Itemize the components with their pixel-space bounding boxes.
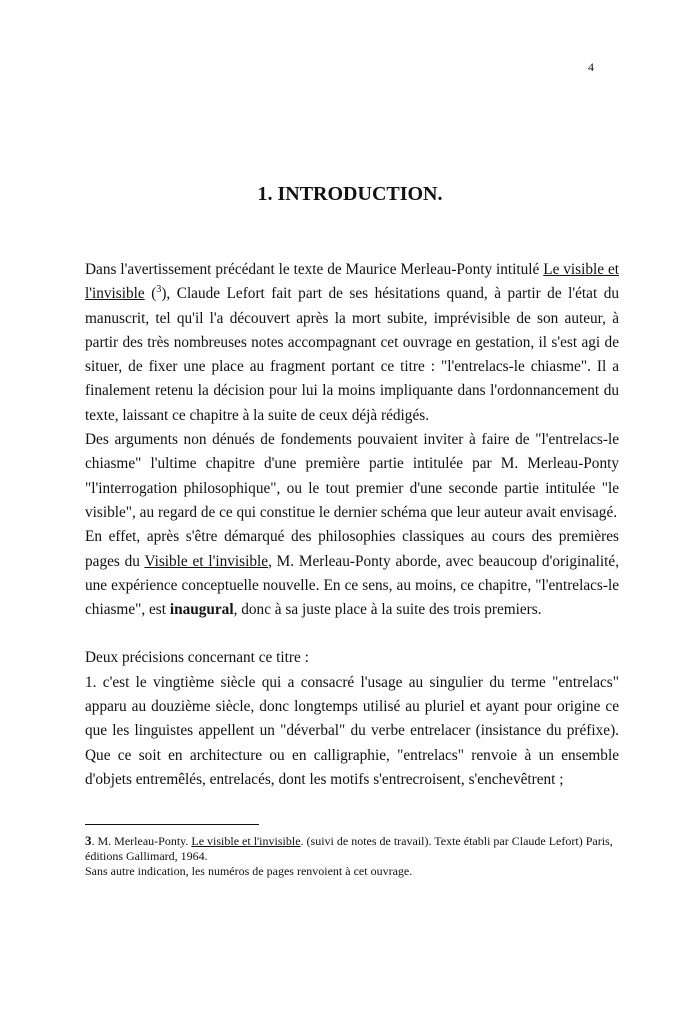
text-run: En effet, après s'être démarqué des philosophies classiques au cours des premières pages du <box>85 528 619 570</box>
paragraph-4: Deux précisions concernant ce titre : <box>85 649 309 667</box>
paragraph-3 <box>85 525 619 622</box>
page-number: 4 <box>588 60 594 74</box>
text-run: . (suivi de notes de travail). Texte établi par Claude Lefort) Paris, éditions Gallimard, 1964. <box>85 834 613 863</box>
emphasis: inaugural <box>169 601 234 619</box>
footnote-mark: 3 <box>85 833 92 848</box>
footnote-line-2: Sans autre indication, les numéros de pages renvoient à cet ouvrage. <box>85 864 413 878</box>
text-run: ( <box>144 285 157 303</box>
footnote-reference: 3 <box>156 284 162 296</box>
body-text <box>85 258 619 792</box>
text-run: ), Claude Lefort fait part de ses hésitations quand, à partir de l'état du manuscrit, tel qu'il l'a découvert après la mort subite, imprévisible de son auteur, à partir des très nombreuses notes accompagnant cet ouvrage en gestation, il s'est agi de situer, de fixer une place au fragment portant ce titre : "l'entrelacs-le chiasme". Il a finalement retenu la décision pour lui la moins impliquante dans l'ordonnancement du texte, laissant ce chapitre à la suite de ceux déjà rédigés. <box>85 285 620 424</box>
footnote-divider <box>85 824 259 825</box>
section-heading: 1. INTRODUCTION. <box>257 183 443 205</box>
paragraph-gap <box>85 622 619 646</box>
book-title: Visible et l'invisible <box>144 552 269 570</box>
paragraph-1 <box>85 258 619 428</box>
text-run: Dans l'avertissement précédant le texte de Maurice Merleau-Ponty intitulé <box>85 261 544 278</box>
footnote <box>85 833 619 879</box>
text-run: . M. Merleau-Ponty. <box>91 834 192 848</box>
paragraph-2: Des arguments non dénués de fondements pouvaient inviter à faire de "l'entrelacs-le chiasme" l'ultime chapitre d'une première partie intitulée par M. Merleau-Ponty "l'interrogation philosophique", ou le tout premier d'une seconde partie intitulée "le visible", au regard de ce qui constitue le dernier schéma que leur auteur avait envisagé. <box>85 431 619 521</box>
book-title: Le visible et l'invisible <box>85 261 619 303</box>
book-title: Le visible et l'invisible <box>191 834 301 848</box>
text-run: , donc à sa juste place à la suite des trois premiers. <box>233 601 542 619</box>
footnote-line-1 <box>85 833 619 864</box>
text-run: , M. Merleau-Ponty aborde, avec beaucoup d'originalité, une expérience conceptuelle nouvelle. En ce sens, au moins, ce chapitre, "l'entrelacs-le chiasme", est <box>85 552 620 619</box>
paragraph-5: 1. c'est le vingtième siècle qui a consacré l'usage au singulier du terme "entrelacs" apparu au douzième siècle, donc longtemps utilisé au pluriel et ayant pour origine ce que les linguistes appellent un "déverbal" du verbe entrelacer (insistance du préfixe). Que ce soit en architecture ou en calligraphie, "entrelacs" renvoie à un ensemble d'objets entremêlés, entrelacés, dont les motifs s'entrecroisent, s'enchevêtrent ; <box>85 673 619 788</box>
